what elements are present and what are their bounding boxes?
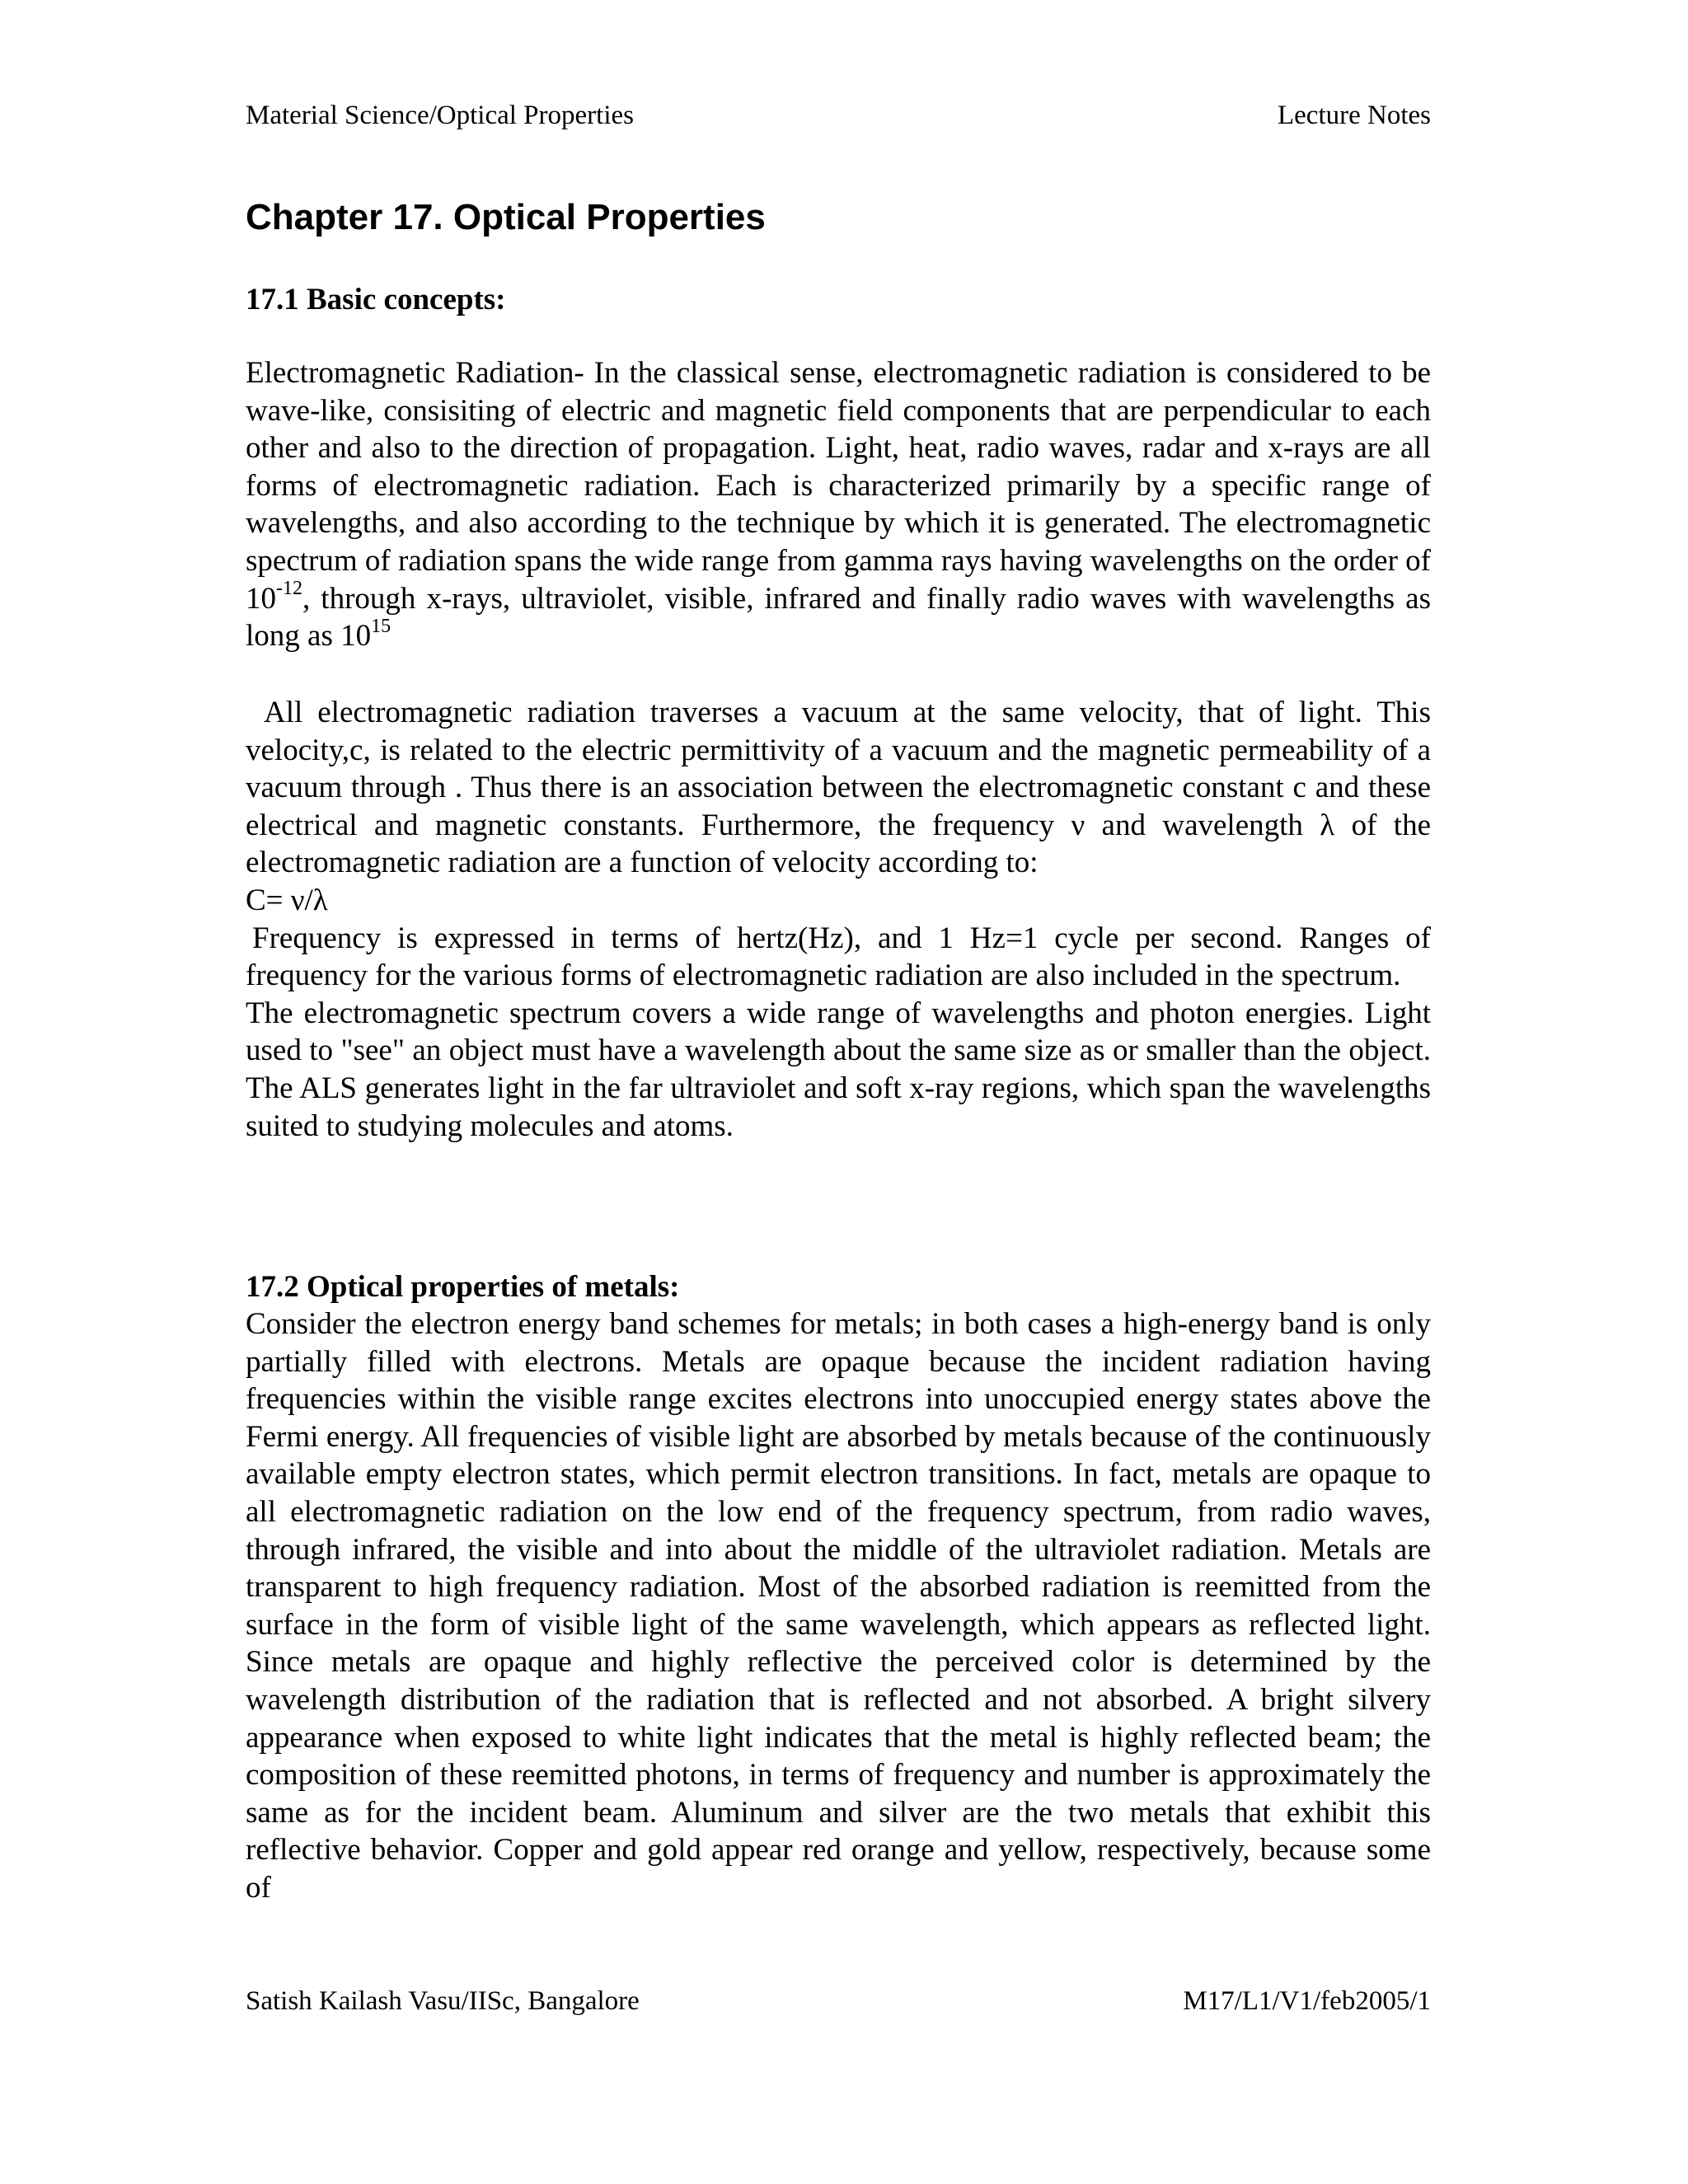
section-basic-concepts <box>246 354 1431 655</box>
header-doc-type: Lecture Notes <box>1278 101 1431 130</box>
paragraph-metals: Consider the electron energy band schemes for metals; in both cases a high-energy band is only partially filled with electrons. Metals are opaque because the incident radiation having frequencies within the visible range excites electrons into unoccupied energy states above the Fermi energy. All frequencies of visible light are absorbed by metals because of the continuously available empty electron states, which permit electron transitions. In fact, metals are opaque to all electromagnetic radiation on the low end of the frequency spectrum, from radio waves, through infrared, the visible and into about the middle of the ultraviolet radiation. Metals are transparent to high frequency radiation. Most of the absorbed radiation is reemitted from the surface in the form of visible light of the same wavelength, which appears as reflected light. Since metals are opaque and highly reflective the perceived color is determined by the wavelength distribution of the radiation that is reflected and not absorbed. A bright silvery appearance when exposed to white light indicates that the metal is highly reflected beam; the composition of these reemitted photons, in terms of frequency and number is approximately the same as for the incident beam. Aluminum and silver are the two metals that exhibit this reflective behavior. Copper and gold appear red orange and yellow, respectively, because some of <box>246 1307 1431 1905</box>
section-basic-concepts-continued <box>246 694 1431 1145</box>
superscript-exponent: 15 <box>371 615 392 637</box>
header-course-title: Material Science/Optical Properties <box>246 101 634 130</box>
section-heading-metals: 17.2 Optical properties of metals: <box>246 1270 680 1304</box>
equation-velocity: C= ν/λ <box>246 883 328 917</box>
section-heading-basic-concepts: 17.1 Basic concepts: <box>246 283 506 316</box>
page-footer <box>246 1985 1431 2018</box>
paragraph-spectrum: The electromagnetic spectrum covers a wide range of wavelengths and photon energies. Light used to "see" an object must have a wavelength about the same size as or smaller than the object. The ALS generates light in the far ultraviolet and soft x-ray regions, which span the wavelengths suited to studying molecules and atoms. <box>246 996 1431 1143</box>
footer-page-code: M17/L1/V1/feb2005/1 <box>1183 1986 1431 2016</box>
paragraph-velocity: All electromagnetic radiation traverses a vacuum at the same velocity, that of light. This velocity,c, is related to the electric permittivity of a vacuum and the magnetic permeability of a vacuum through . Thus there is an association between the electromagnetic constant c and these electrical and magnetic constants. Furthermore, the frequency ν and wavelength λ of the electromagnetic radiation are a function of velocity according to: <box>246 696 1431 880</box>
section-metals <box>246 1305 1431 1907</box>
paragraph-frequency: Frequency is expressed in terms of hertz(Hz), and 1 Hz=1 cycle per second. Ranges of frequency for the various forms of electromagnetic radiation are also included in the spectrum. <box>246 921 1431 993</box>
footer-author: Satish Kailash Vasu/IISc, Bangalore <box>246 1986 640 2016</box>
superscript-exponent: -12 <box>276 578 302 600</box>
chapter-title: Chapter 17. Optical Properties <box>246 197 766 237</box>
paragraph-em-radiation: Electromagnetic Radiation- In the classical sense, electromagnetic radiation is considered to be wave-like, consisiting of electric and magnetic field components that are perpendicular to each other and also to the direction of propagation. Light, heat, radio waves, radar and x-rays are all forms of electromagnetic radiation. Each is characterized primarily by a specific range of wavelengths, and also according to the technique by which it is generated. The electromagnetic spectrum of radiation spans the wide range from gamma rays having wavelengths on the order of $10^{-12}$, through x-rays, ultraviolet, visible, infrared and finally radio waves with wavelengths as long as $10^{15}$ <box>246 356 1431 654</box>
page-header <box>246 99 1431 132</box>
